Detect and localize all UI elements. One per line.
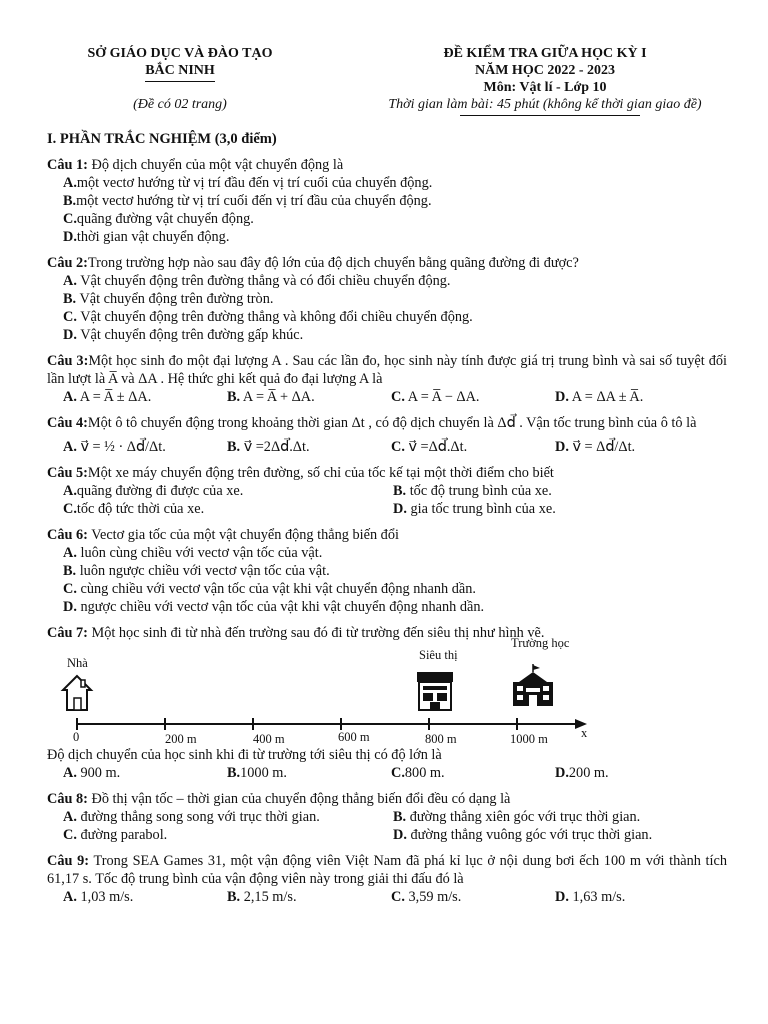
option-c: C. v⃗ =Δd⃗.Δt. <box>391 439 468 455</box>
option-c: C.quãng đường vật chuyển động. <box>63 211 254 227</box>
option-d: D. A = ΔA ± A̅. <box>555 389 644 405</box>
supermarket-icon <box>417 672 453 710</box>
options-row <box>47 764 727 782</box>
option-c: C. A = A̅ − ΔA. <box>391 389 480 405</box>
option-d: D. Vật chuyển động trên đường gấp khúc. <box>63 327 304 343</box>
question-6 <box>47 526 727 616</box>
option-b: B. v⃗ =2Δd⃗.Δt. <box>227 439 310 455</box>
option-a: A.quãng đường đi được của xe. <box>63 483 244 499</box>
school-icon <box>513 664 553 706</box>
option-b: B. 2,15 m/s. <box>227 889 297 905</box>
question-9 <box>47 852 727 906</box>
option-c: C. đường parabol. <box>63 827 168 843</box>
tick-label-1000: 1000 m <box>510 732 548 746</box>
question-3 <box>47 352 727 406</box>
option-c: C.tốc độ tức thời của xe. <box>63 501 205 517</box>
option-c: C. 3,59 m/s. <box>391 889 462 905</box>
option-b: B. tốc độ trung bình của xe. <box>393 483 552 499</box>
option-d: D. 1,63 m/s. <box>555 889 626 905</box>
question-stem: Một ô tô chuyển động trong khoảng thời gian Δt , có độ dịch chuyển là Δd⃗ . Vận tốc trung bình của ô tô là <box>87 415 697 431</box>
question-5 <box>47 464 727 518</box>
options-row <box>47 438 727 456</box>
header-right <box>335 45 755 116</box>
dept-line2: BẮC NINH <box>145 63 215 78</box>
option-b: B. A = A̅ + ΔA. <box>227 389 315 405</box>
pages-note: (Đề có 02 trang) <box>133 97 227 112</box>
question-1 <box>47 156 727 246</box>
time-rule <box>460 115 640 116</box>
question-stem: Trong SEA Games 31, một vận động viên Việt Nam đã phá kỉ lục ở nội dung bơi ếch 100 m với thành tích 61,17 s. Tốc độ trung bình của vận động viên này trong giải thi đấu đó là <box>47 853 727 887</box>
option-c: C. cùng chiều với vectơ vận tốc của vật khi vật chuyển động nhanh dần. <box>63 581 476 597</box>
option-a: A. luôn cùng chiều với vectơ vận tốc của vật. <box>63 545 323 561</box>
option-b: B. đường thẳng xiên góc với trục thời gian. <box>393 809 641 825</box>
option-b: B. Vật chuyển động trên đường tròn. <box>63 291 274 307</box>
option-a: A. 1,03 m/s. <box>63 889 134 905</box>
option-b: B.một vectơ hướng từ vị trí cuối đến vị trí đầu của chuyển động. <box>63 193 432 209</box>
option-a: A. v⃗ = ½ · Δd⃗/Δt. <box>63 439 166 455</box>
time-note: Thời gian làm bài: 45 phút (không kể thời gian giao đề) <box>388 97 702 112</box>
option-d: D. gia tốc trung bình của xe. <box>393 501 556 517</box>
question-7 <box>47 624 727 782</box>
question-stem: Vectơ gia tốc của một vật chuyển động thẳng biến đổi <box>87 527 399 543</box>
option-a: A.một vectơ hướng từ vị trí đầu đến vị trí cuối của chuyển động. <box>63 175 433 191</box>
options-row-1 <box>47 808 727 826</box>
question-number: Câu 1: <box>47 157 88 173</box>
axis-label-x: x <box>581 726 588 740</box>
option-d: D. ngược chiều với vectơ vận tốc của vật khi vật chuyển động nhanh dần. <box>63 599 485 615</box>
tick-label-200: 200 m <box>165 732 197 746</box>
header-left <box>70 45 290 113</box>
question-stem: Trong trường hợp nào sau đây độ lớn của độ dịch chuyển bằng quãng đường đi được? <box>87 255 579 271</box>
option-d: D. đường thẳng vuông góc với trục thời gian. <box>393 827 653 843</box>
label-home: Nhà <box>67 656 88 670</box>
option-a: A. đường thẳng song song với trục thời gian. <box>63 809 320 825</box>
question-number: Câu 9: <box>47 853 90 869</box>
question-8 <box>47 790 727 844</box>
option-a: A. Vật chuyển động trên đường thẳng và có đổi chiều chuyển động. <box>63 273 451 289</box>
question-2 <box>47 254 727 344</box>
question-number: Câu 2: <box>47 255 88 271</box>
tick-label-600: 600 m <box>338 730 370 744</box>
label-supermarket: Siêu thị <box>419 648 458 662</box>
question-followup: Độ dịch chuyển của học sinh khi đi từ trường tới siêu thị có độ lớn là <box>47 747 442 763</box>
question-stem: Đồ thị vận tốc – thời gian của chuyển động thẳng biến đổi đều có dạng là <box>87 791 511 807</box>
subject: Môn: Vật lí - Lớp 10 <box>483 80 607 95</box>
dept-line1: SỞ GIÁO DỤC VÀ ĐÀO TẠO <box>87 46 273 61</box>
school-year: NĂM HỌC 2022 - 2023 <box>475 63 615 78</box>
tick-label-800: 800 m <box>425 732 457 746</box>
options-row <box>47 888 727 906</box>
question-number: Câu 6: <box>47 527 88 543</box>
tick-label-400: 400 m <box>253 732 285 746</box>
question-stem: Độ dịch chuyển của một vật chuyển động là <box>87 157 344 173</box>
route-diagram <box>57 636 617 746</box>
option-b: B.1000 m. <box>227 765 287 781</box>
option-d: D. v⃗ = Δd⃗/Δt. <box>555 439 636 455</box>
route-svg <box>57 646 617 746</box>
options-row-2 <box>47 826 727 844</box>
exam-content <box>47 130 727 914</box>
option-c: C.800 m. <box>391 765 445 781</box>
options-row-2 <box>47 500 727 518</box>
options-row-1 <box>47 482 727 500</box>
question-number: Câu 8: <box>47 791 88 807</box>
question-stem: Một xe máy chuyển động trên đường, số chỉ của tốc kế tại một thời điểm cho biết <box>87 465 554 481</box>
question-4 <box>47 414 727 456</box>
options-row <box>47 388 727 406</box>
tick-label-0: 0 <box>73 730 80 744</box>
option-d: D.thời gian vật chuyển động. <box>63 229 230 245</box>
label-school: Trường học <box>511 636 570 650</box>
question-number: Câu 5: <box>47 465 88 481</box>
option-b: B. luôn ngược chiều với vectơ vận tốc của vật. <box>63 563 330 579</box>
question-number: Câu 3: <box>47 353 89 369</box>
header-rule <box>145 81 215 82</box>
section-title: I. PHẦN TRẮC NGHIỆM (3,0 điểm) <box>47 131 277 147</box>
question-stem: Một học sinh đi từ nhà đến trường sau đó đi từ trường đến siêu thị như hình vẽ. <box>87 625 545 641</box>
question-number: Câu 4: <box>47 415 88 431</box>
house-icon <box>63 676 91 710</box>
option-a: A. 900 m. <box>63 765 121 781</box>
option-a: A. A = A̅ ± ΔA. <box>63 389 152 405</box>
exam-title: ĐỀ KIỂM TRA GIỮA HỌC KỲ I <box>443 46 647 61</box>
option-d: D.200 m. <box>555 765 609 781</box>
option-c: C. Vật chuyển động trên đường thẳng và không đổi chiều chuyển động. <box>63 309 473 325</box>
question-number: Câu 7: <box>47 625 88 641</box>
question-stem: Một học sinh đo một đại lượng A . Sau các lần đo, học sinh này tính được giá trị trung bình và sai số tuyệt đối lần lượt là A̅ và ΔA . Hệ thức ghi kết quả đo đại lượng A là <box>47 353 727 387</box>
